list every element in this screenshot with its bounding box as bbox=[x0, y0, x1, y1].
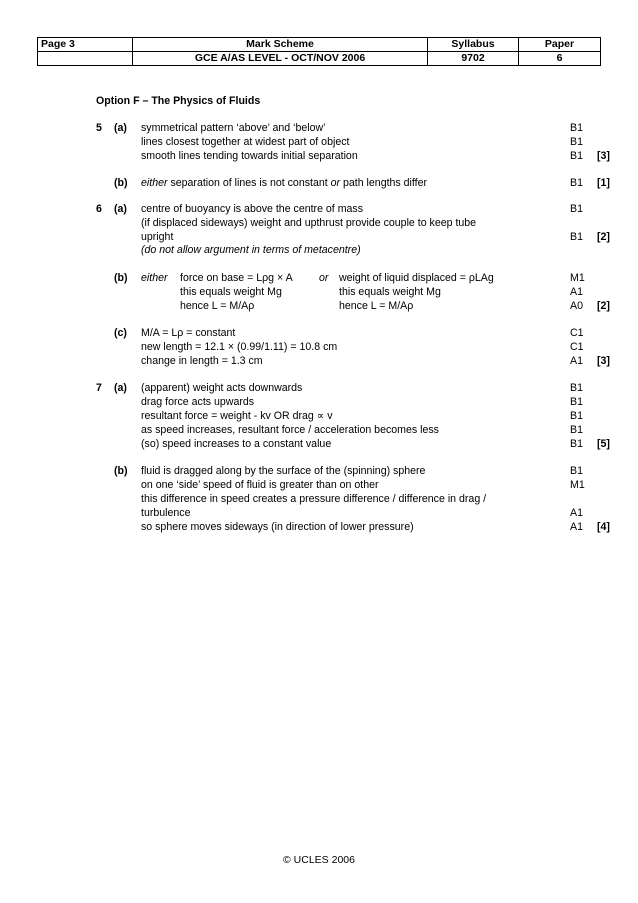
answer-text: change in length = 1.3 cm bbox=[141, 355, 263, 367]
total-mark: [5] bbox=[597, 438, 610, 450]
mark: B1 bbox=[570, 231, 583, 243]
answer-text: force on base = Lρg × A bbox=[180, 272, 293, 284]
answer-text: as speed increases, resultant force / acceleration becomes less bbox=[141, 424, 439, 436]
total-mark: [1] bbox=[597, 177, 610, 189]
answer-text: on one ‘side’ speed of fluid is greater than on other bbox=[141, 479, 379, 491]
mark: A1 bbox=[570, 521, 583, 533]
part-label: (b) bbox=[114, 465, 128, 477]
or-text: or bbox=[319, 272, 329, 284]
question-number: 5 bbox=[96, 122, 102, 134]
total-mark: [2] bbox=[597, 300, 610, 312]
q6b-line-1 bbox=[0, 271, 638, 286]
q6c-line-3 bbox=[0, 354, 638, 369]
q7a-line-1 bbox=[0, 381, 638, 396]
answer-text: this difference in speed creates a pressure difference / difference in drag / bbox=[141, 493, 487, 505]
answer-text-alt: this equals weight Mg bbox=[339, 286, 441, 298]
answer-text: fluid is dragged along by the surface of the (spinning) sphere bbox=[141, 465, 426, 477]
answer-text: lines closest together at widest part of object bbox=[141, 136, 350, 148]
mark: B1 bbox=[570, 396, 583, 408]
header-title: Mark Scheme bbox=[133, 38, 428, 52]
mark: B1 bbox=[570, 424, 583, 436]
answer-text bbox=[141, 176, 427, 191]
total-mark: [3] bbox=[597, 355, 610, 367]
q6a-line-2 bbox=[0, 216, 638, 231]
q5a-line-3 bbox=[0, 149, 638, 164]
q7b-line-3 bbox=[0, 492, 638, 507]
answer-text: centre of buoyancy is above the centre of mass bbox=[141, 203, 364, 215]
part-label: (c) bbox=[114, 327, 127, 339]
header-table bbox=[37, 37, 601, 66]
answer-text: symmetrical pattern ‘above’ and ‘below’ bbox=[141, 122, 326, 134]
mark: B1 bbox=[570, 410, 583, 422]
part-label: (a) bbox=[114, 122, 127, 134]
answer-text: resultant force = weight - kv OR drag ∝ v bbox=[141, 410, 333, 422]
question-number: 7 bbox=[96, 382, 102, 394]
answer-text-2: path lengths differ bbox=[340, 177, 428, 189]
mark: B1 bbox=[570, 203, 583, 215]
mark: A0 bbox=[570, 300, 583, 312]
answer-text: smooth lines tending towards initial separation bbox=[141, 150, 358, 162]
q7a-line-5 bbox=[0, 437, 638, 452]
paper-label: Paper bbox=[519, 38, 601, 52]
mark: A1 bbox=[570, 286, 583, 298]
mark: A1 bbox=[570, 355, 583, 367]
answer-text: turbulence bbox=[141, 507, 191, 519]
mark: B1 bbox=[570, 122, 583, 134]
q7b-line-1 bbox=[0, 464, 638, 479]
mark: C1 bbox=[570, 341, 584, 353]
mark: B1 bbox=[570, 177, 583, 189]
q7a-line-2 bbox=[0, 395, 638, 410]
mark: B1 bbox=[570, 382, 583, 394]
q5a-line-1 bbox=[0, 121, 638, 136]
mark: M1 bbox=[570, 272, 585, 284]
mark: B1 bbox=[570, 136, 583, 148]
part-label: (a) bbox=[114, 203, 127, 215]
q7b-line-4 bbox=[0, 506, 638, 521]
section-title: Option F – The Physics of Fluids bbox=[96, 95, 261, 107]
header-empty-cell bbox=[38, 52, 133, 66]
answer-text: upright bbox=[141, 231, 174, 243]
q6b-line-3 bbox=[0, 299, 638, 314]
q6c-line-1 bbox=[0, 326, 638, 341]
q6a-line-1 bbox=[0, 202, 638, 217]
answer-text: this equals weight Mg bbox=[180, 286, 282, 298]
note-text: (do not allow argument in terms of metacentre) bbox=[141, 244, 361, 256]
part-label: (b) bbox=[114, 272, 128, 284]
answer-note bbox=[141, 243, 361, 258]
syllabus-label: Syllabus bbox=[428, 38, 519, 52]
total-mark: [2] bbox=[597, 231, 610, 243]
mark: B1 bbox=[570, 465, 583, 477]
answer-text: (if displaced sideways) weight and upthrust provide couple to keep tube bbox=[141, 217, 477, 229]
mark: M1 bbox=[570, 479, 585, 491]
q7b-line-5 bbox=[0, 520, 638, 535]
mark: B1 bbox=[570, 438, 583, 450]
answer-text: M/A = Lρ = constant bbox=[141, 327, 236, 339]
answer-text: new length = 12.1 × (0.99/1.11) = 10.8 cm bbox=[141, 341, 338, 353]
answer-text-alt: weight of liquid displaced = ρLAg bbox=[339, 272, 494, 284]
answer-text: (apparent) weight acts downwards bbox=[141, 382, 303, 394]
part-label: (b) bbox=[114, 177, 128, 189]
answer-text: drag force acts upwards bbox=[141, 396, 255, 408]
answer-text-1: separation of lines is not constant bbox=[167, 177, 331, 189]
answer-text-alt: hence L = M/Aρ bbox=[339, 300, 414, 312]
paper-value: 6 bbox=[519, 52, 601, 66]
either-word bbox=[141, 271, 168, 286]
q7a-line-4 bbox=[0, 423, 638, 438]
answer-text: hence L = M/Aρ bbox=[180, 300, 255, 312]
question-number: 6 bbox=[96, 203, 102, 215]
page-label: Page 3 bbox=[38, 38, 133, 52]
answer-text: so sphere moves sideways (in direction of lower pressure) bbox=[141, 521, 414, 533]
header-subtitle: GCE A/AS LEVEL - OCT/NOV 2006 bbox=[133, 52, 428, 66]
copyright-footer: © UCLES 2006 bbox=[283, 854, 355, 866]
q7a-line-3 bbox=[0, 409, 638, 424]
total-mark: [4] bbox=[597, 521, 610, 533]
syllabus-value: 9702 bbox=[428, 52, 519, 66]
either-word: either bbox=[141, 177, 168, 189]
q6b-line-2 bbox=[0, 285, 638, 300]
q6c-line-2 bbox=[0, 340, 638, 355]
q7b-line-2 bbox=[0, 478, 638, 493]
answer-text: (so) speed increases to a constant value bbox=[141, 438, 332, 450]
or-word: or bbox=[330, 177, 341, 189]
part-label: (a) bbox=[114, 382, 127, 394]
either-text: either bbox=[141, 272, 168, 284]
mark: A1 bbox=[570, 507, 583, 519]
mark: B1 bbox=[570, 150, 583, 162]
or-word bbox=[319, 271, 328, 286]
q5a-line-2 bbox=[0, 135, 638, 150]
q5b-line-1 bbox=[0, 176, 638, 191]
total-mark: [3] bbox=[597, 150, 610, 162]
mark: C1 bbox=[570, 327, 584, 339]
q6a-note bbox=[0, 243, 638, 258]
